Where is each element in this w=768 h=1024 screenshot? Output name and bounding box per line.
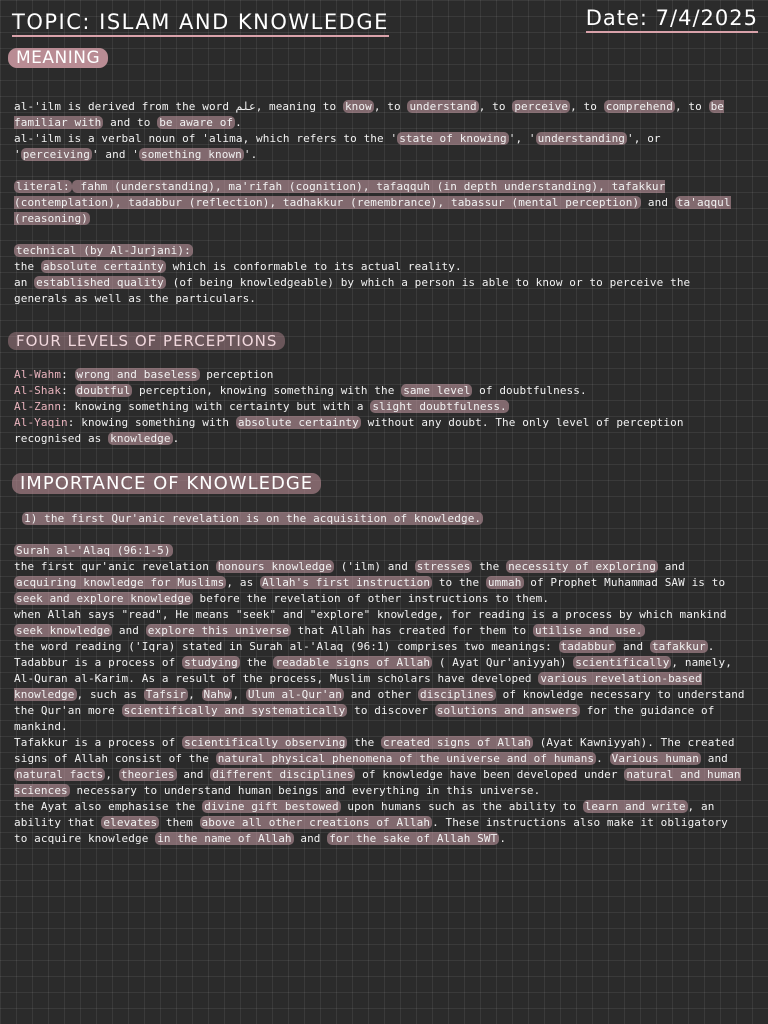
level-item-zann	[14, 399, 746, 415]
levels-list	[14, 367, 746, 447]
text-run: .	[235, 116, 242, 129]
text-run: the first qur'anic revelation	[14, 560, 216, 573]
text-run: ( Ayat Qur'aniyyah)	[432, 656, 574, 669]
text-run: perception, knowing something with the	[132, 384, 402, 397]
text-run: .	[172, 432, 180, 445]
text-run: of knowledge have been developed under	[355, 768, 625, 781]
meaning-technical-line-1	[14, 259, 746, 275]
text-run: the Ayat also emphasise the	[14, 800, 203, 813]
highlighted-text: various revelation-based knowledge	[14, 672, 702, 701]
highlighted-text: literal:	[16, 180, 70, 193]
meaning-literal-paragraph	[14, 179, 746, 227]
text-run: ,	[232, 688, 246, 701]
highlighted-text: know	[344, 100, 372, 113]
highlighted-text: Allah's first instruction	[262, 576, 431, 589]
highlighted-text: theories	[120, 768, 175, 781]
highlighted-text: Ulum al-Qur'an	[247, 688, 343, 701]
highlighted-text: comprehend	[605, 100, 673, 113]
text-run: and	[112, 624, 146, 637]
importance-point-1-text	[22, 511, 746, 527]
highlighted-text: readable signs of Allah	[275, 656, 431, 669]
term-label: Al-Yaqin	[14, 416, 68, 429]
highlighted-text: natural facts	[16, 768, 104, 781]
text-run: ', '	[508, 132, 536, 145]
text-run: an	[14, 276, 35, 289]
text-run: Tadabbur is a process of	[14, 656, 183, 669]
text-run: and	[657, 560, 685, 573]
text-run: al-'ilm is a verbal noun of 'alima, which refers to the '	[14, 132, 398, 145]
meaning-section	[14, 99, 746, 163]
highlighted-text: ummah	[487, 576, 522, 589]
text-run: and	[641, 196, 675, 209]
highlighted-text: solutions and answers	[436, 704, 579, 717]
text-run: and	[616, 640, 650, 653]
surah-reference	[14, 543, 746, 559]
level-item-shak	[14, 383, 746, 399]
highlighted-text: be familiar with	[14, 100, 725, 129]
highlighted-text: knowledge	[110, 432, 171, 445]
highlighted-text: tafakkur	[651, 640, 706, 653]
importance-paragraph-4	[14, 655, 746, 735]
text-run: upon humans such as the ability to	[340, 800, 583, 813]
importance-paragraph-2	[14, 607, 746, 639]
highlighted-text: state of knowing	[399, 132, 507, 145]
text-run: necessary to understand human beings and everything in this universe.	[69, 784, 541, 797]
text-run: , to	[373, 100, 408, 113]
highlighted-text: Various human	[611, 752, 700, 765]
highlighted-text: divine gift bestowed	[204, 800, 339, 813]
highlighted-text: created signs of Allah	[383, 736, 531, 749]
highlighted-text: explore this universe	[147, 624, 289, 637]
text-run: that Allah has created for them to	[290, 624, 533, 637]
text-run: and	[176, 768, 211, 781]
importance-body	[14, 543, 746, 847]
highlighted-text: 1) the first Qur'anic revelation is on the acquisition of knowledge.	[24, 512, 482, 525]
highlighted-text: something known	[141, 148, 242, 161]
highlighted-text: learn and write	[584, 800, 686, 813]
highlighted-text: honours knowledge	[217, 560, 332, 573]
text-run: and	[293, 832, 328, 845]
text-run: without any doubt. The only level of perception recognised as	[14, 416, 684, 445]
text-run: (Ayat Kawniyyah). The created signs of Allah consist of the	[14, 736, 735, 765]
highlighted-text: same level	[403, 384, 471, 397]
text-run: ('ilm) and	[333, 560, 415, 573]
text-run: ,	[105, 768, 119, 781]
meaning-paragraph-1	[14, 99, 746, 131]
text-run: and other	[344, 688, 418, 701]
text-run: , to	[478, 100, 513, 113]
importance-paragraph-6	[14, 799, 746, 847]
page-date: Date: 7/4/2025	[586, 6, 758, 33]
text-run: , to	[570, 100, 604, 113]
importance-paragraph-5	[14, 735, 746, 799]
highlighted-text: natural physical phenomena of the universe and of humans	[217, 752, 595, 765]
text-run: of doubtfulness.	[472, 384, 587, 397]
text-run: : knowing something with	[67, 416, 236, 429]
text-run: the	[239, 656, 274, 669]
page-topic-title: TOPIC: ISLAM AND KNOWLEDGE	[12, 10, 389, 37]
text-run: of knowledge necessary to understand the Qur'an more	[14, 688, 745, 717]
highlighted-text: scientifically and systematically	[123, 704, 346, 717]
text-run: .	[596, 752, 610, 765]
highlighted-text: scientifically	[575, 656, 670, 669]
text-run: the	[472, 560, 507, 573]
highlighted-text: Surah al-'Alaq (96:1-5)	[16, 544, 171, 557]
text-run: , namely, Al-Quran al-Karim. As a result of the process, Muslim scholars have developed	[14, 656, 732, 685]
highlighted-text: established quality	[36, 276, 164, 289]
text-run: , such as	[76, 688, 144, 701]
section-heading-meaning: MEANING	[8, 48, 108, 68]
highlighted-text: be aware of	[159, 116, 234, 129]
text-run: the	[14, 260, 41, 273]
highlighted-text: Nahw	[203, 688, 231, 701]
text-run: to the	[432, 576, 486, 589]
text-run: the	[347, 736, 382, 749]
term-label: Al-Shak	[14, 384, 62, 397]
highlighted-text: wrong and baseless	[76, 368, 198, 381]
highlighted-text: doubtful	[76, 384, 131, 397]
highlighted-text: Tafsir	[145, 688, 187, 701]
highlighted-text: in the name of Allah	[157, 832, 292, 845]
text-run: perception	[199, 368, 274, 381]
highlighted-text: stresses	[416, 560, 471, 573]
text-run: ,	[188, 688, 202, 701]
text-run: and	[701, 752, 728, 765]
section-heading-importance: IMPORTANCE OF KNOWLEDGE	[12, 473, 321, 494]
text-run: : knowing something with certainty but with a	[61, 400, 371, 413]
highlighted-text: absolute certainty	[42, 260, 164, 273]
text-run: ', or '	[14, 132, 661, 161]
highlighted-text: different disciplines	[212, 768, 354, 781]
level-item-yaqin	[14, 415, 746, 447]
highlighted-text: technical (by Al-Jurjani):	[16, 244, 191, 257]
text-run: Tafakkur is a process of	[14, 736, 183, 749]
text-run: al-'ilm is derived from the word علم, meaning to	[14, 100, 343, 113]
importance-paragraph-3	[14, 639, 746, 655]
text-run: , to	[674, 100, 709, 113]
term-label: Al-Zann	[14, 400, 62, 413]
highlighted-text: seek and explore knowledge	[16, 592, 191, 605]
highlighted-text: above all other creations of Allah	[201, 816, 431, 829]
meaning-technical-line-2	[14, 275, 746, 307]
meaning-technical	[14, 243, 746, 307]
highlighted-text: perceive	[514, 100, 569, 113]
highlighted-text: slight doubtfulness.	[372, 400, 507, 413]
text-run: to discover	[347, 704, 435, 717]
highlighted-text: understand	[409, 100, 477, 113]
highlighted-text: for the sake of Allah SWT	[329, 832, 498, 845]
text-run: which is conformable to its actual reality.	[165, 260, 462, 273]
text-run: ' and '	[91, 148, 140, 161]
meaning-technical-label	[14, 243, 746, 259]
highlighted-text: natural and human sciences	[14, 768, 741, 797]
text-run: for the guidance of mankind.	[14, 704, 715, 733]
highlighted-text: tadabbur	[560, 640, 615, 653]
text-run: , an ability that	[14, 800, 715, 829]
text-run: and to	[103, 116, 158, 129]
highlighted-text: utilise and use.	[534, 624, 643, 637]
highlighted-text: scientifically observing	[184, 736, 346, 749]
highlighted-text: ta'aqqul (reasoning)	[14, 196, 731, 225]
importance-point-1	[22, 511, 746, 527]
text-run: .	[707, 640, 715, 653]
highlighted-text: absolute certainty	[237, 416, 359, 429]
text-run: :	[61, 384, 75, 397]
text-run: before the revelation of other instructions to them.	[192, 592, 550, 605]
text-run: (of being knowledgeable) by which a person is able to know or to perceive the generals as well as the particulars.	[14, 276, 691, 305]
highlighted-text: seek knowledge	[16, 624, 111, 637]
highlighted-text: understanding	[537, 132, 626, 145]
text-run: them	[159, 816, 200, 829]
text-run: , as	[226, 576, 261, 589]
meaning-paragraph-2	[14, 131, 746, 163]
highlighted-text: studying	[184, 656, 238, 669]
level-item-wahm	[14, 367, 746, 383]
text-run: '.	[243, 148, 258, 161]
text-run: .	[499, 832, 507, 845]
text-run: :	[61, 368, 75, 381]
text-run: the word reading ('Iqra) stated in Surah al-'Alaq (96:1) comprises two meanings:	[14, 640, 559, 653]
importance-paragraph-1	[14, 559, 746, 607]
meaning-literal	[14, 179, 746, 227]
highlighted-text: fahm (understanding), ma'rifah (cognition), tafaqquh (in depth understanding), tafakkur (contemplation), tadabbur (reflection), tadhakkur (remembrance), tabassur (mental perception)	[14, 180, 666, 209]
term-label: Al-Wahm	[14, 368, 62, 381]
highlighted-text: elevates	[103, 816, 158, 829]
highlighted-text: disciplines	[419, 688, 494, 701]
highlighted-text: necessity of exploring	[508, 560, 656, 573]
text-run: of Prophet Muhammad SAW is to	[523, 576, 726, 589]
text-run: when Allah says "read", He means "seek" and "explore" knowledge, for reading is a process by which mankind	[14, 608, 727, 621]
highlighted-text: perceiving	[22, 148, 90, 161]
text-run: . These instructions also make it obligatory to acquire knowledge	[14, 816, 728, 845]
section-heading-four-levels: FOUR LEVELS OF PERCEPTIONS	[8, 332, 285, 350]
highlighted-text: acquiring knowledge for Muslims	[16, 576, 225, 589]
